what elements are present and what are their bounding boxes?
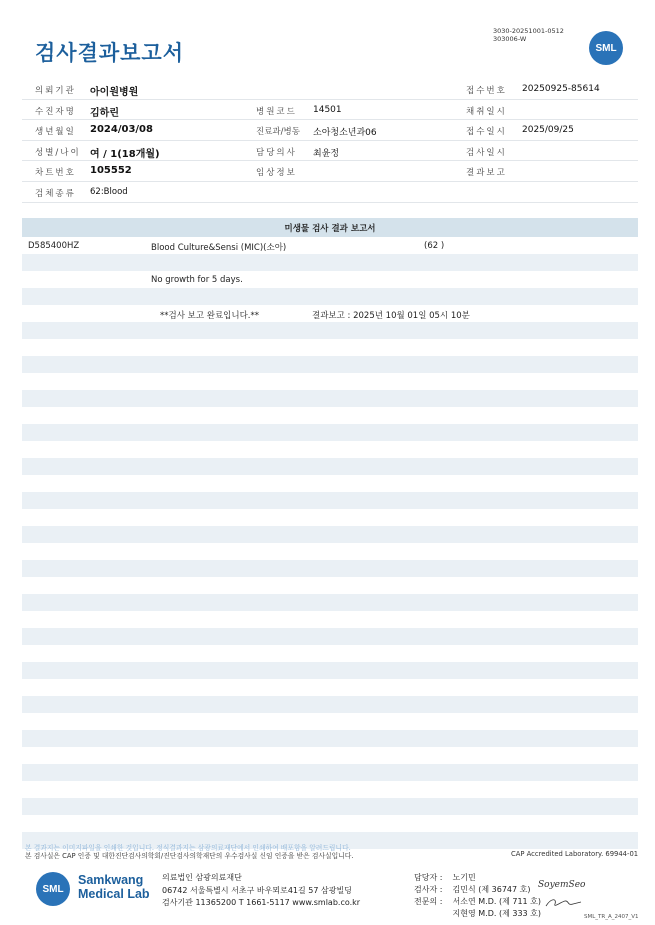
chart-no-value: 105552 <box>90 165 132 177</box>
result-test-value: (62 ) <box>424 241 445 251</box>
stripe-band <box>22 696 638 713</box>
hospital-code-label: 병원코드 <box>256 106 297 117</box>
clinical-label: 임상정보 <box>256 168 297 179</box>
manager-label: 담당자 : <box>414 873 443 882</box>
patient-label: 수진자명 <box>35 106 76 117</box>
signature-1: SoyemSeo <box>538 880 586 890</box>
tester-name: 김민식 (제 36747 호) <box>452 885 531 894</box>
info-row <box>22 141 638 162</box>
stripe-band <box>22 628 638 645</box>
specimen-value: 62:Blood <box>90 186 128 197</box>
org-address: 06742 서울특별시 서초구 바우뫼로41길 57 삼광빌딩 <box>162 885 352 895</box>
institution-value: 아이원병원 <box>90 87 139 98</box>
stripe-band <box>22 798 638 815</box>
stripe-band <box>22 526 638 543</box>
receipt-date-value: 2025/09/25 <box>522 125 574 136</box>
dept-value: 소아청소년과06 <box>313 128 377 139</box>
patient-value: 김하린 <box>90 107 119 119</box>
lab-name: Samkwang Medical Lab <box>78 873 150 901</box>
stripe-band <box>22 730 638 747</box>
patient-info-table <box>22 79 638 203</box>
footer-note-image: 본 결과지는 이미지파일을 인쇄한 것입니다. 정식결과지는 삼광의료재단에서 인쇄하여 배포함을 알려드립니다. <box>25 844 351 852</box>
info-row <box>22 161 638 182</box>
specialist-2: 지현영 M.D. (제 333 호) <box>452 909 542 918</box>
specialist-label: 전문의 : <box>414 897 443 906</box>
stripe-band <box>22 322 638 339</box>
org-info <box>162 872 360 910</box>
section-title: 미생물 검사 결과 보고서 <box>284 224 376 234</box>
stripe-band <box>22 492 638 509</box>
footer-note-cap: 본 검사실은 CAP 인증 및 대한진단검사의학회/진단검사의학재단의 우수검사실 신임 인증을 받은 검사실입니다. <box>25 852 354 860</box>
receipt-date-label: 접수일시 <box>466 127 507 138</box>
stripe-band <box>22 458 638 475</box>
institution-label: 의뢰기관 <box>35 86 76 96</box>
hospital-code-value: 14501 <box>313 104 342 115</box>
dept-label: 진료과/병동 <box>256 127 300 138</box>
stripe-band <box>22 254 638 271</box>
report-label: 결과보고 <box>466 168 507 179</box>
result-text: No growth for 5 days. <box>151 275 243 285</box>
sex-age-value: 여 / 1(18개월) <box>90 148 160 160</box>
stripe-band <box>22 390 638 407</box>
stripe-band <box>22 764 638 781</box>
org-contact: 검사기관 11365200 T 1661-5117 www.smlab.co.kr <box>162 898 361 907</box>
signature-2 <box>543 896 583 910</box>
chart-no-label: 차트번호 <box>35 168 76 179</box>
tester-label: 검사자 : <box>414 885 443 894</box>
staff-info <box>414 872 541 920</box>
stripe-band <box>22 424 638 441</box>
info-row <box>22 79 638 100</box>
info-row <box>22 100 638 121</box>
cap-accreditation: CAP Accredited Laboratory. 69944-01 <box>511 850 639 858</box>
org-name: 의료법인 삼광의료재단 <box>162 873 242 882</box>
specimen-label: 검체종류 <box>35 188 76 199</box>
receipt-no-label: 접수번호 <box>466 86 507 96</box>
receipt-no-value: 20250925-85614 <box>522 84 600 94</box>
doctor-label: 담당의사 <box>256 147 297 158</box>
dob-label: 생년월일 <box>35 127 76 138</box>
info-row <box>22 182 638 203</box>
manager-name: 노기민 <box>452 873 476 882</box>
document-codes <box>493 27 564 43</box>
result-code: D585400HZ <box>28 241 80 251</box>
document-code-2: 303006-W <box>493 35 527 43</box>
stripe-band <box>22 662 638 679</box>
doctor-value: 최윤정 <box>313 148 340 159</box>
test-date-label: 검사일시 <box>466 147 507 158</box>
collect-date-label: 채취일시 <box>466 106 507 117</box>
report-complete-text: **검사 보고 완료입니다.** <box>160 311 260 321</box>
specialist-1: 서소연 M.D. (제 711 호) <box>452 897 542 906</box>
sex-age-label: 성별/나이 <box>35 147 81 158</box>
stripe-band <box>22 594 638 611</box>
info-row <box>22 120 638 141</box>
report-time: 결과보고 : 2025년 10월 01일 05시 10분 <box>312 311 470 321</box>
document-code-1: 3030-20251001-0512 <box>493 27 564 35</box>
page-title: 검사결과보고서 <box>35 41 185 65</box>
result-test-name: Blood Culture&Sensi (MIC)(소아) <box>151 243 287 253</box>
stripe-band <box>22 560 638 577</box>
footer-sml-logo: SML <box>36 872 70 906</box>
form-version: SML_TR_A_2407_V1 <box>584 914 639 920</box>
stripe-band <box>22 356 638 373</box>
sml-logo: SML <box>589 31 623 65</box>
dob-value: 2024/03/08 <box>90 124 153 136</box>
stripe-band <box>22 288 638 305</box>
